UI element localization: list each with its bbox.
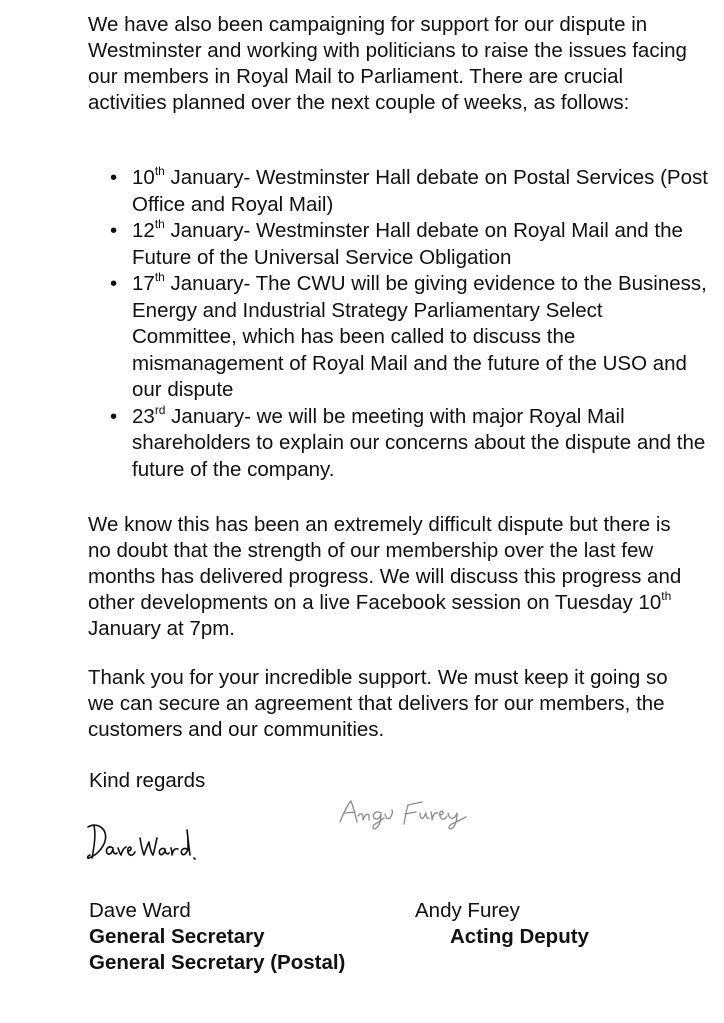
- list-item: • 12th January- Westminster Hall debate on Royal Mail and the Future of the Universal Service Obligation: [110, 217, 683, 269]
- signatory-andy-furey: [415, 898, 589, 950]
- paragraph-progress: We know this has been an extremely difficult dispute but there is no doubt that the strength of our membership over the last few months has delivered progress. We will discuss this progress and other developments on a live Facebook session on Tuesday 10th January at 7pm.: [88, 513, 682, 640]
- signatory-name: Andy Furey: [415, 899, 520, 922]
- signatory-dave-ward: [89, 898, 345, 976]
- activities-list: [108, 165, 708, 483]
- list-item: • 10th January- Westminster Hall debate on Postal Services (Post Office and Royal Mail): [110, 164, 708, 216]
- signatory-name: Dave Ward: [89, 899, 191, 922]
- signatory-title-line2: General Secretary (Postal): [89, 951, 346, 974]
- paragraph-campaigning: We have also been campaigning for support for our dispute in Westminster and working with politicians to raise the issues facing our members in Royal Mail to Parliament. There are crucial activities planned over the next couple of weeks, as follows:: [88, 13, 687, 114]
- signatory-title: Acting Deputy: [450, 925, 589, 948]
- list-item: • 23rd January- we will be meeting with major Royal Mail shareholders to explain our concerns about the dispute and the future of the company.: [110, 402, 706, 481]
- signatory-title: General Secretary: [89, 925, 265, 948]
- dave-ward-signature: [84, 818, 200, 866]
- closing-salutation: Kind regards: [89, 769, 206, 792]
- andy-furey-signature: [336, 796, 478, 832]
- list-item: • 17th January- The CWU will be giving evidence to the Business, Energy and Industrial Strategy Parliamentary Select Committee, which has been called to discuss the mismanagement of Royal Mail and the future of the USO and our dispute: [110, 270, 707, 401]
- paragraph-thanks: Thank you for your incredible support. We must keep it going so we can secure an agreement that delivers for our members, the customers and our communities.: [88, 666, 668, 741]
